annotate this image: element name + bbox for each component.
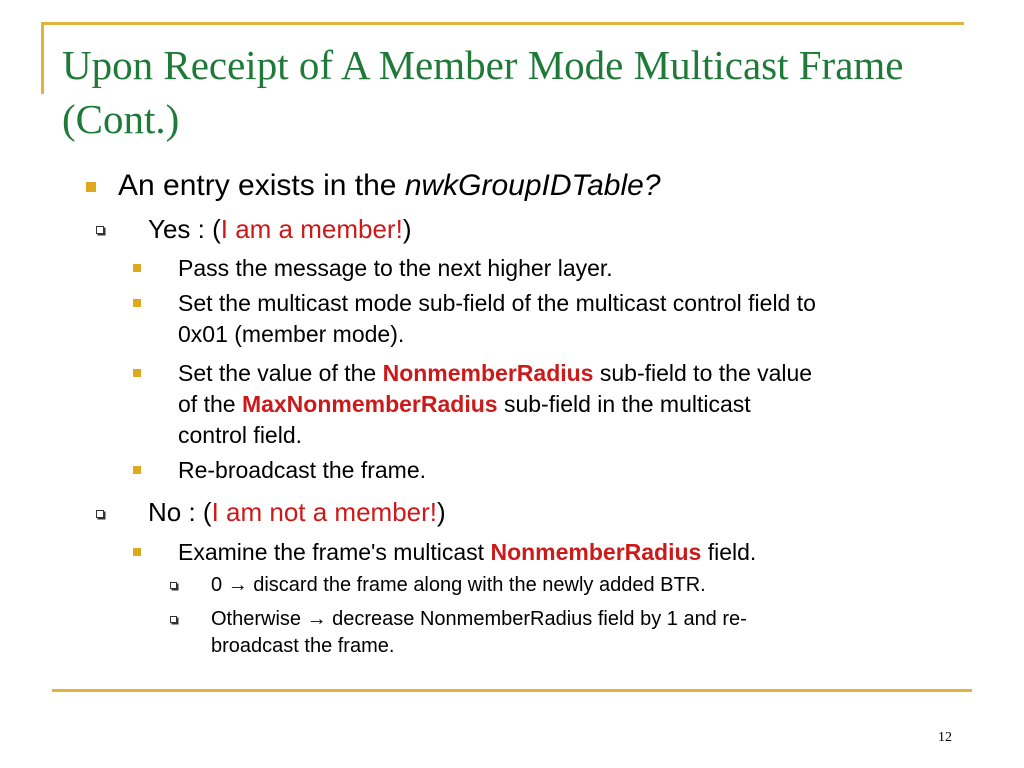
yes-emphasis: I am a member! bbox=[220, 214, 403, 244]
no-item-text-c: field. bbox=[701, 539, 757, 565]
item3-text-d: of the bbox=[178, 391, 242, 417]
title-line-1: Upon Receipt of A Member Mode Multicast Frame bbox=[62, 42, 904, 88]
right-arrow-icon: → bbox=[227, 574, 248, 596]
no-item-text-a: Examine the frame's multicast bbox=[178, 539, 491, 565]
right-arrow-icon: → bbox=[306, 608, 327, 630]
no-item-field-nonmember-radius: NonmemberRadius bbox=[490, 539, 702, 565]
hollow-square-bullet-icon bbox=[170, 616, 177, 623]
no-item-1 bbox=[178, 537, 756, 568]
no-prefix: No : ( bbox=[148, 497, 212, 527]
no-subitem-2-line-1 bbox=[211, 606, 747, 632]
item3-text-a: Set the value of the bbox=[178, 360, 383, 386]
subitem1-zero: 0 bbox=[211, 574, 228, 596]
bullet-question bbox=[118, 168, 661, 204]
bottom-rule bbox=[52, 689, 972, 692]
square-bullet-icon bbox=[133, 299, 141, 307]
yes-prefix: Yes : ( bbox=[148, 214, 221, 244]
no-subitem-2-line-2: broadcast the frame. bbox=[211, 635, 395, 657]
item3-text-c: sub-field to the value bbox=[593, 360, 813, 386]
square-bullet-icon bbox=[133, 466, 141, 474]
hollow-square-bullet-icon bbox=[96, 510, 104, 518]
yes-item-1: Pass the message to the next higher layer. bbox=[178, 255, 613, 281]
yes-item-3-line-3: control field. bbox=[178, 422, 303, 448]
yes-item-3-line-2 bbox=[178, 389, 751, 420]
yes-item-2-line-2: 0x01 (member mode). bbox=[178, 321, 405, 347]
subitem1-text: discard the frame along with the newly added BTR. bbox=[247, 574, 706, 596]
square-bullet-icon bbox=[133, 548, 141, 556]
subitem2-otherwise: Otherwise bbox=[211, 608, 307, 630]
square-bullet-icon bbox=[86, 182, 96, 192]
hollow-square-bullet-icon bbox=[170, 582, 177, 589]
hollow-square-bullet-icon bbox=[96, 226, 104, 234]
square-bullet-icon bbox=[133, 264, 141, 272]
question-text: An entry exists in the bbox=[118, 169, 405, 202]
subitem2-text: decrease NonmemberRadius field by 1 and re- bbox=[326, 608, 747, 630]
square-bullet-icon bbox=[133, 369, 141, 377]
yes-item-3-line-1 bbox=[178, 358, 812, 389]
yes-suffix: ) bbox=[402, 214, 412, 244]
page-number: 12 bbox=[938, 730, 952, 745]
no-subitem-1 bbox=[211, 572, 706, 598]
yes-item-2-line-1: Set the multicast mode sub-field of the multicast control field to bbox=[178, 290, 816, 316]
item3-text-f: sub-field in the multicast bbox=[497, 391, 751, 417]
no-emphasis: I am not a member! bbox=[211, 497, 437, 527]
bullet-yes bbox=[148, 213, 411, 245]
question-table-name: nwkGroupIDTable? bbox=[404, 169, 661, 202]
title-line-2: (Cont.) bbox=[62, 96, 180, 142]
item3-field-nonmember-radius: NonmemberRadius bbox=[382, 360, 594, 386]
bullet-no bbox=[148, 496, 446, 528]
item3-field-max-nonmember-radius: MaxNonmemberRadius bbox=[241, 391, 498, 417]
yes-item-4: Re-broadcast the frame. bbox=[178, 457, 427, 483]
no-suffix: ) bbox=[437, 497, 446, 527]
